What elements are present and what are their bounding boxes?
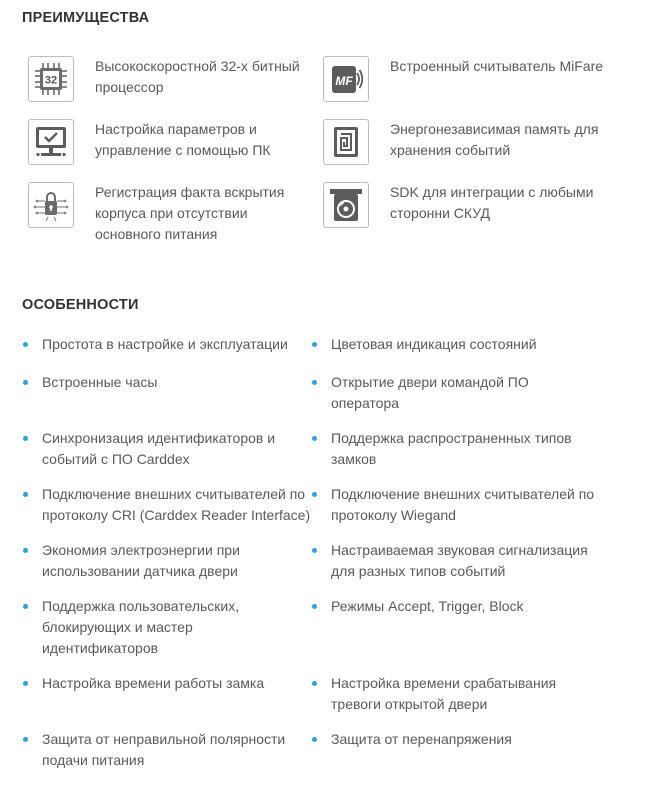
processor-icon-label: 32: [44, 74, 58, 87]
bullet-icon: [23, 737, 28, 742]
bullet-icon: [23, 492, 28, 497]
bullet-icon: [312, 342, 317, 347]
bullet-icon: [312, 681, 317, 686]
pc-settings-icon: [28, 119, 74, 165]
bullet-icon: [23, 342, 28, 347]
memory-icon: [323, 119, 369, 165]
features-title: ОСОБЕННОСТИ: [22, 297, 139, 313]
advantage-text: Регистрация факта вскрытия корпуса при отсутствии основного питания: [95, 184, 285, 242]
advantage-text: Настройка параметров и управление с помощью ПК: [95, 121, 271, 158]
advantage-text: SDK для интеграции с любыми сторонни СКУД: [390, 184, 594, 221]
bullet-icon: [312, 604, 317, 609]
sdk-disc-icon: [323, 182, 369, 228]
mifare-reader-icon: [323, 56, 369, 102]
bullet-icon: [312, 737, 317, 742]
bullet-icon: [312, 492, 317, 497]
advantage-text: Энергонезависимая память для хранения событий: [390, 121, 599, 158]
advantage-text: Встроенный считыватель MiFare: [390, 58, 604, 74]
bullet-icon: [23, 380, 28, 385]
bullet-icon: [23, 604, 28, 609]
processor-icon: [28, 56, 74, 102]
bullet-icon: [23, 681, 28, 686]
bullet-icon: [312, 380, 317, 385]
advantages-title: ПРЕИМУЩЕСТВА: [22, 10, 150, 26]
bullet-icon: [312, 436, 317, 441]
bullet-icon: [23, 436, 28, 441]
lock-circuit-icon: [28, 182, 74, 228]
bullet-icon: [312, 548, 317, 553]
advantage-text: Высокоскоростной 32-х битный процессор: [95, 58, 300, 95]
bullet-icon: [23, 548, 28, 553]
mifare-icon-label: MF: [335, 74, 353, 88]
